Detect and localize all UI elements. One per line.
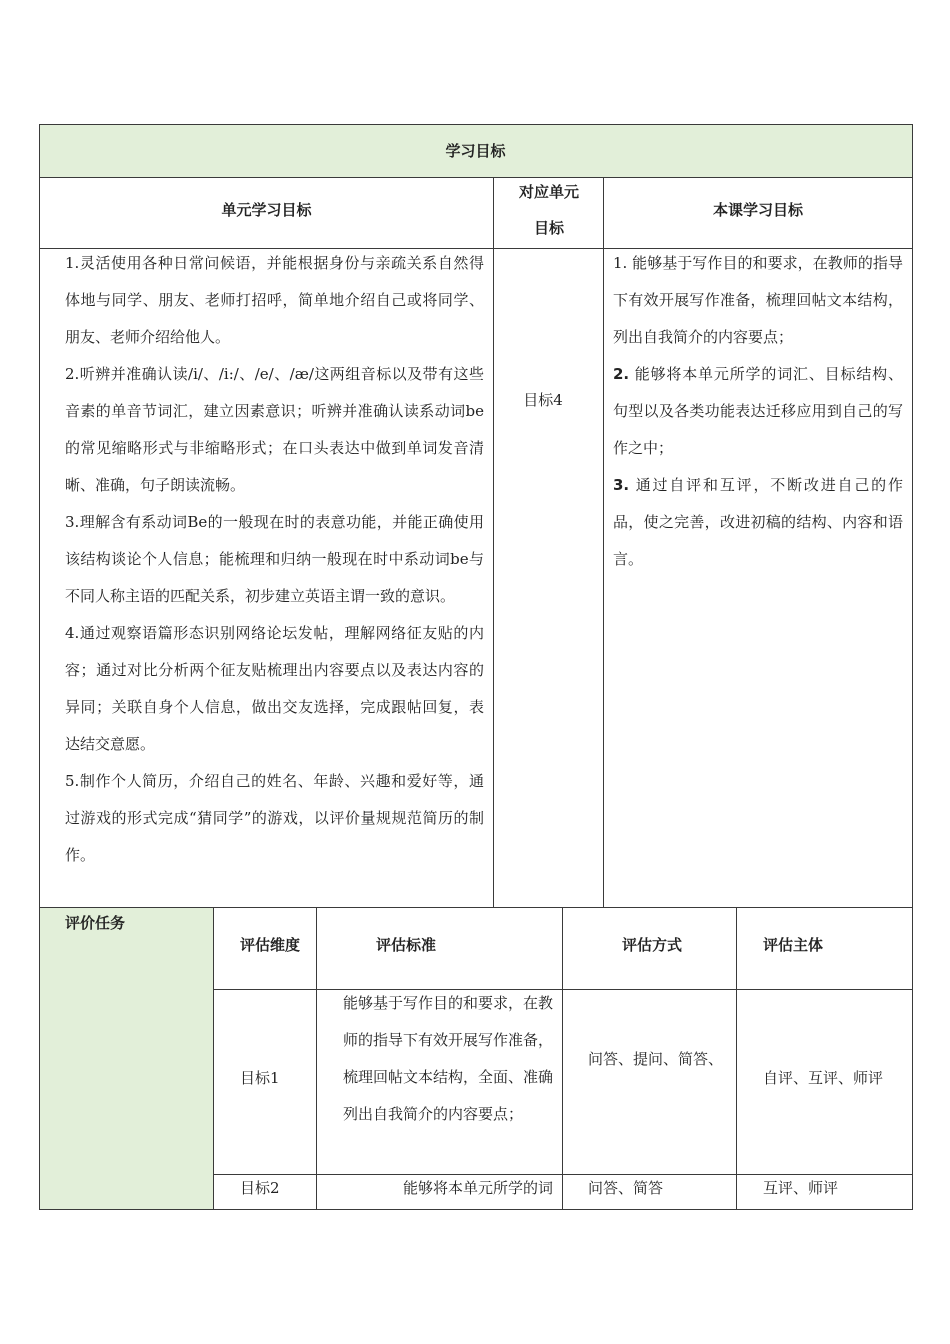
header-unit-goals: 单元学习目标 <box>221 201 312 219</box>
grid-line <box>736 907 737 1210</box>
unit-goal-item: 1.灵活使用各种日常问候语，并能根据身份与亲疏关系自然得体地与同学、朋友、老师打招呼，简单地介绍自己或将同学、朋友、老师介绍给他人。 <box>65 254 484 346</box>
grid-line <box>39 1209 913 1210</box>
grid-line <box>316 907 317 1210</box>
row1-dimension: 目标1 <box>240 1069 280 1087</box>
lesson-goal-num: 1. <box>613 254 628 272</box>
lesson-goals-list <box>613 245 903 578</box>
grid-line <box>39 124 40 1210</box>
unit-goal-item: 4.通过观察语篇形态识别网络论坛发帖，理解网络征友贴的内容；通过对比分析两个征友贴梳理出内容要点以及表达内容的异同；关联自身个人信息，做出交友选择，完成跟帖回复，表达结交意愿。 <box>65 624 484 753</box>
row2-method: 问答、简答 <box>588 1179 664 1197</box>
table2-label: 评价任务 <box>65 914 126 932</box>
row2-standard: 能够将本单元所学的词 <box>402 1179 553 1197</box>
grid-line <box>39 177 913 178</box>
header-dimension: 评估维度 <box>240 936 301 954</box>
lesson-goal-item: 2. 能够将本单元所学的词汇、目标结构、句型以及各类功能表达迁移应用到自己的写作之中； <box>613 365 903 457</box>
unit-goal-item: 3.理解含有系动词Be的一般现在时的表意功能，并能正确使用该结构谈论个人信息；能梳理和归纳一般现在时中系动词be与不同人称主语的匹配关系，初步建立英语主谓一致的意识。 <box>65 513 484 605</box>
row2-dimension: 目标2 <box>240 1179 280 1197</box>
header-subject: 评估主体 <box>763 936 824 954</box>
unit-goal-item: 2.听辨并准确认读/i/、/i:/、/e/、/æ/这两组音标以及带有这些音素的单音节词汇，建立因素意识；听辨并准确认读系动词be的常见缩略形式与非缩略形式；在口头表达中做到单词发音清晰、准确，句子朗读流畅。 <box>65 365 484 494</box>
grid-line <box>603 177 604 908</box>
unit-goal-item: 5.制作个人简历，介绍自己的姓名、年龄、兴趣和爱好等，通过游戏的形式完成“猜同学”的游戏，以评价量规规范简历的制作。 <box>65 772 484 864</box>
grid-line <box>493 177 494 908</box>
table1-title: 学习目标 <box>445 142 506 160</box>
grid-line <box>213 1174 913 1175</box>
grid-line <box>562 907 563 1210</box>
grid-line <box>39 124 913 125</box>
grid-line <box>39 907 913 908</box>
header-corresponding-line1: 对应单元 <box>518 183 579 201</box>
header-corresponding-line2: 目标 <box>533 219 564 237</box>
grid-line <box>912 124 913 1210</box>
header-lesson-goals: 本课学习目标 <box>712 201 803 219</box>
header-standard: 评估标准 <box>376 936 437 954</box>
row1-subject: 自评、互评、师评 <box>763 1069 884 1087</box>
row1-method: 问答、提问、简答、 <box>588 1050 724 1068</box>
row1-standard: 能够基于写作目的和要求，在教师的指导下有效开展写作准备，梳理回帖文本结构，全面、准确列出自我简介的内容要点； <box>343 994 554 1123</box>
header-corresponding <box>494 178 604 248</box>
lesson-goal-item: 1. 能够基于写作目的和要求，在教师的指导下有效开展写作准备，梳理回帖文本结构，列出自我简介的内容要点； <box>613 254 903 346</box>
grid-line <box>39 248 913 249</box>
lesson-goal-num: 3. <box>613 476 630 494</box>
grid-line <box>213 989 913 990</box>
table2-label-cell <box>39 907 213 1209</box>
unit-goals-list <box>65 245 484 874</box>
grid-line <box>213 907 214 1210</box>
lesson-goal-item: 3. 通过自评和互评，不断改进自己的作品，使之完善，改进初稿的结构、内容和语言。 <box>613 476 903 568</box>
lesson-goal-num: 2. <box>613 365 630 383</box>
corresponding-goal: 目标4 <box>523 391 563 409</box>
row2-subject: 互评、师评 <box>763 1179 839 1197</box>
header-method: 评估方式 <box>622 936 683 954</box>
